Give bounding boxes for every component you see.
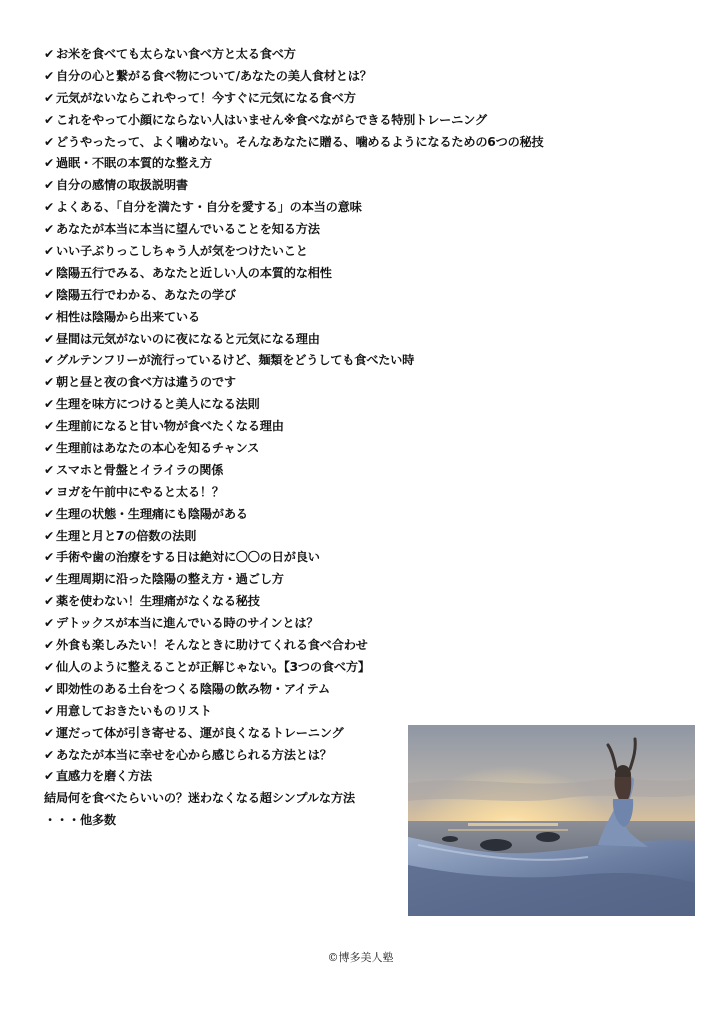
check-icon: ✔ [44, 681, 55, 696]
check-icon: ✔ [44, 659, 55, 674]
list-item [44, 241, 544, 263]
list-item [44, 44, 544, 66]
check-icon: ✔ [44, 528, 55, 543]
list-item-text: どうやったって、よく噛めない。そんなあなたに贈る、噛めるようになるための6つの秘技 [56, 134, 544, 149]
list-item [44, 66, 544, 88]
list-item-text: あなたが本当に本当に望んでいることを知る方法 [56, 222, 320, 237]
list-item [44, 526, 544, 548]
list-item-text: 生理と月と7の倍数の法則 [56, 528, 197, 543]
list-item-text: これをやって小顔にならない人はいません※食べながらできる特別トレーニング [56, 112, 487, 127]
list-item [44, 657, 544, 679]
list-item [44, 175, 544, 197]
list-item-text: 直感力を磨く方法 [56, 769, 152, 784]
check-icon: ✔ [44, 550, 55, 565]
check-icon: ✔ [44, 594, 55, 609]
list-item [44, 197, 544, 219]
list-item [44, 701, 544, 723]
list-item-text: 昼間は元気がないのに夜になると元気になる理由 [56, 331, 320, 346]
check-icon: ✔ [44, 309, 55, 324]
check-icon: ✔ [44, 725, 55, 740]
list-item-text: ・・・他多数 [44, 813, 116, 828]
list-item [44, 482, 544, 504]
check-icon: ✔ [44, 134, 55, 149]
check-icon: ✔ [44, 331, 55, 346]
check-icon: ✔ [44, 769, 55, 784]
list-item-text: 自分の心と繋がる食べ物について/あなたの美人食材とは？ [56, 68, 372, 83]
list-item-text: 薬を使わない！生理痛がなくなる秘技 [56, 594, 260, 609]
list-item-text: グルテンフリーが流行っているけど、麺類をどうしても食べたい時 [56, 353, 415, 368]
check-icon: ✔ [44, 200, 55, 215]
check-icon: ✔ [44, 397, 55, 412]
list-item-text: 即効性のある土台をつくる陰陽の飲み物・アイテム [56, 681, 331, 696]
list-item [44, 88, 544, 110]
check-icon: ✔ [44, 572, 55, 587]
check-icon: ✔ [44, 244, 55, 259]
list-item-text: デトックスが本当に進んでいる時のサインとは？ [56, 616, 319, 631]
list-item [44, 416, 544, 438]
list-item-text: 生理前になると甘い物が食べたくなる理由 [56, 419, 284, 434]
footer-copyright: ©博多美人塾 [327, 951, 394, 964]
list-item [44, 132, 544, 154]
check-icon: ✔ [44, 47, 55, 61]
list-item-text: いい子ぶりっこしちゃう人が気をつけたいこと [56, 244, 308, 259]
check-icon: ✔ [44, 68, 55, 83]
list-item [44, 460, 544, 482]
woman-sunset-photo [408, 725, 695, 916]
list-item [44, 591, 544, 613]
check-icon: ✔ [44, 353, 55, 368]
list-item [44, 438, 544, 460]
list-item-text: 生理を味方につけると美人になる法則 [56, 397, 260, 412]
list-item-text: 自分の感情の取扱説明書 [56, 178, 188, 193]
check-icon: ✔ [44, 419, 55, 434]
check-icon: ✔ [44, 287, 55, 302]
list-item [44, 263, 544, 285]
check-icon: ✔ [44, 222, 55, 237]
list-item [44, 350, 544, 372]
list-item [44, 504, 544, 526]
check-icon: ✔ [44, 156, 55, 171]
list-item-text: 生理前はあなたの本心を知るチャンス [56, 441, 260, 456]
list-item [44, 329, 544, 351]
check-icon: ✔ [44, 747, 55, 762]
list-item-text: 生理の状態・生理痛にも陰陽がある [56, 506, 248, 521]
check-icon: ✔ [44, 90, 55, 105]
check-icon: ✔ [44, 616, 55, 631]
check-icon: ✔ [44, 506, 55, 521]
list-item-text: 相性は陰陽から出来ている [56, 309, 200, 324]
list-item-text: 手術や歯の治療をする日は絶対に〇〇の日が良い [56, 550, 320, 565]
check-icon: ✔ [44, 265, 55, 280]
list-item-text: 仙人のように整えることが正解じゃない。【3つの食べ方】 [56, 659, 370, 674]
list-item [44, 372, 544, 394]
feature-list [44, 44, 544, 832]
check-icon: ✔ [44, 703, 55, 718]
list-item-text: お米を食べても太らない食べ方と太る食べ方 [56, 47, 296, 61]
list-item-text: 陰陽五行でわかる、あなたの学び [56, 287, 236, 302]
list-item [44, 110, 544, 132]
list-item-text: 結局何を食べたらいいの？迷わなくなる超シンプルな方法 [44, 791, 355, 806]
list-item-text: 生理周期に沿った陰陽の整え方・過ごし方 [56, 572, 284, 587]
list-item [44, 679, 544, 701]
list-item-text: 用意しておきたいものリスト [56, 703, 212, 718]
check-icon: ✔ [44, 462, 55, 477]
list-item [44, 394, 544, 416]
list-item-text: スマホと骨盤とイライラの関係 [56, 462, 224, 477]
list-item [44, 547, 544, 569]
check-icon: ✔ [44, 441, 55, 456]
check-icon: ✔ [44, 638, 55, 653]
list-item-text: あなたが本当に幸せを心から感じられる方法とは？ [56, 747, 332, 762]
list-item-text: 陰陽五行でみる、あなたと近しい人の本質的な相性 [56, 265, 332, 280]
list-item-text: 朝と昼と夜の食べ方は違うのです [56, 375, 236, 390]
check-icon: ✔ [44, 484, 55, 499]
sunset-beach-illustration [408, 725, 695, 916]
list-item-text: ヨガを午前中にやると太る！？ [56, 484, 224, 499]
list-item [44, 307, 544, 329]
list-item-text: 運だって体が引き寄せる、運が良くなるトレーニング [56, 725, 344, 740]
list-item [44, 219, 544, 241]
list-item-text: 過眠・不眠の本質的な整え方 [56, 156, 212, 171]
list-item-text: 元気がないならこれやって！今すぐに元気になる食べ方 [56, 90, 356, 105]
check-icon: ✔ [44, 112, 55, 127]
list-item [44, 613, 544, 635]
list-item [44, 569, 544, 591]
check-icon: ✔ [44, 375, 55, 390]
list-item [44, 635, 544, 657]
list-item [44, 285, 544, 307]
list-item-text: 外食も楽しみたい！そんなときに助けてくれる食べ合わせ [56, 638, 368, 653]
check-icon: ✔ [44, 178, 55, 193]
list-item [44, 153, 544, 175]
list-item-text: よくある、「自分を満たす・自分を愛する」の本当の意味 [56, 200, 362, 215]
